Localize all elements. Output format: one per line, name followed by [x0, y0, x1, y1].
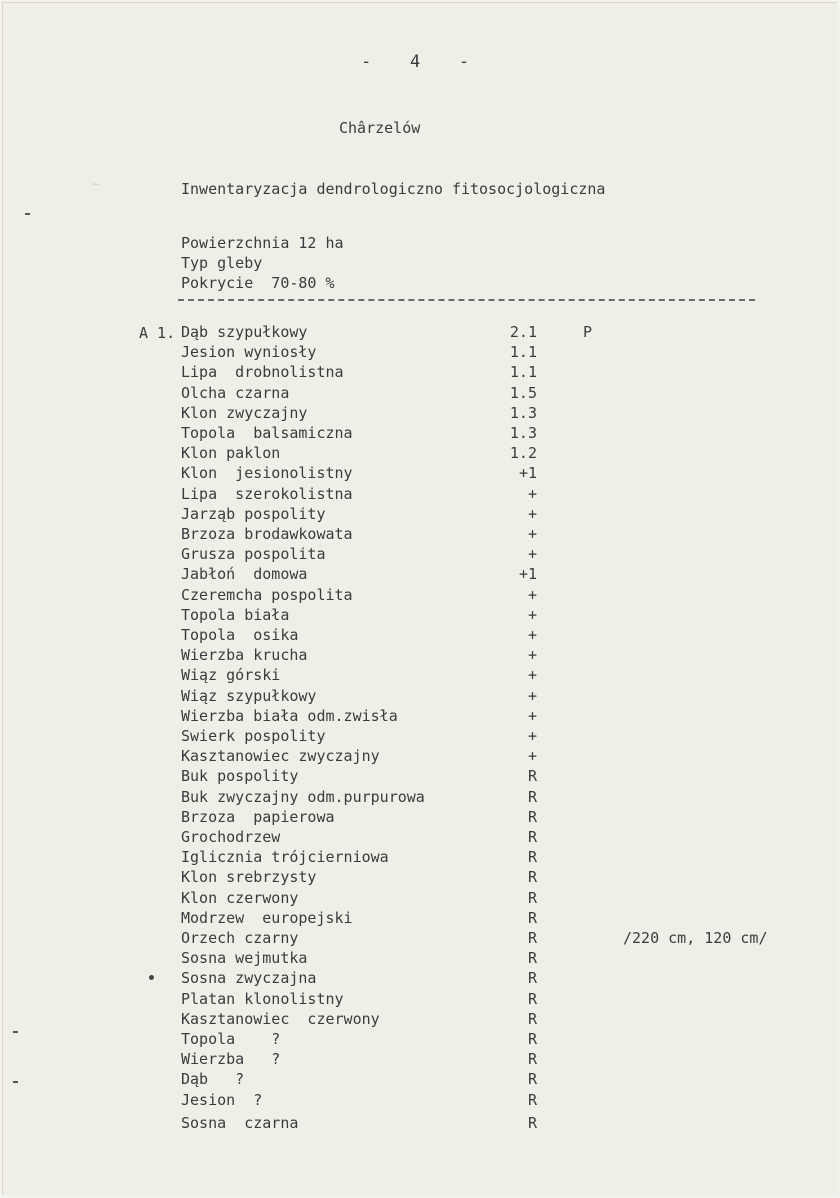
species-name: Klon srebrzysty	[181, 868, 317, 887]
table-row	[3, 504, 837, 524]
abundance-value: R	[527, 807, 537, 826]
abundance-value: 2.1	[509, 323, 537, 341]
table-row	[3, 383, 837, 403]
abundance-value: 1.3	[509, 424, 537, 442]
species-name: Brzoza papierowa	[181, 807, 335, 826]
abundance-value: R	[527, 868, 537, 887]
section-label: A 1.	[139, 324, 176, 342]
species-name: Buk pospolity	[181, 767, 299, 786]
table-row	[3, 766, 837, 786]
species-name: Klon czerwony	[181, 888, 299, 907]
table-row	[3, 1090, 837, 1110]
table-row	[3, 1069, 837, 1089]
dashed-separator	[178, 299, 755, 301]
table-row	[3, 1029, 837, 1049]
species-name: Kasztanowiec zwyczajny	[181, 747, 380, 766]
abundance-value: +	[527, 585, 537, 604]
table-row	[3, 544, 837, 564]
table-row	[3, 463, 837, 483]
abundance-value: R	[527, 1050, 537, 1069]
table-row	[3, 484, 837, 504]
abundance-value: +	[527, 686, 537, 705]
table-row	[3, 1113, 837, 1133]
table-row	[3, 564, 837, 584]
abundance-value: 1.1	[509, 343, 537, 362]
table-row	[3, 726, 837, 746]
abundance-value: +	[527, 747, 537, 766]
species-name: Sosna wejmutka	[181, 949, 308, 968]
table-row	[3, 665, 837, 685]
species-name: Jarząb pospolity	[181, 504, 326, 523]
species-name: Lipa szerokolistna	[181, 484, 353, 503]
species-name: Platan klonolistny	[181, 989, 344, 1008]
abundance-value: +	[527, 727, 537, 745]
species-name: Dąb szypułkowy	[181, 323, 308, 341]
abundance-value: +	[527, 545, 537, 564]
abundance-value: R	[527, 969, 537, 988]
table-row	[3, 888, 837, 908]
table-row	[3, 645, 837, 665]
abundance-value: R	[527, 888, 537, 907]
size-note: /220 cm, 120 cm/	[623, 929, 768, 947]
species-name: Orzech czarny	[181, 929, 299, 947]
table-row	[3, 928, 837, 948]
species-name: Lipa drobnolistna	[181, 363, 344, 382]
table-row	[3, 524, 837, 544]
abundance-value: R	[527, 1113, 537, 1132]
species-name: Klon zwyczajny	[181, 403, 308, 422]
table-row	[3, 423, 837, 443]
species-name: Klon paklon	[181, 444, 281, 463]
extra-mark: P	[583, 323, 593, 341]
table-row	[3, 322, 837, 342]
area-line: Powierzchnia 12 ha	[181, 234, 344, 252]
species-name: Topola ?	[181, 1030, 281, 1048]
table-row	[3, 585, 837, 605]
abundance-value: +	[527, 646, 537, 665]
document-subtitle: Inwentaryzacja dendrologiczno fitosocjologiczna	[181, 180, 606, 198]
table-row	[3, 948, 837, 968]
table-row	[3, 787, 837, 807]
ink-dot	[149, 975, 154, 980]
abundance-value: +	[527, 525, 537, 543]
abundance-value: R	[527, 908, 537, 927]
table-row	[3, 605, 837, 625]
species-name: Brzoza brodawkowata	[181, 525, 353, 543]
species-name: Jesion ?	[181, 1090, 263, 1109]
table-row	[3, 443, 837, 463]
table-row	[3, 968, 837, 988]
species-name: Topola osika	[181, 626, 299, 644]
table-row	[3, 847, 837, 867]
document-page	[2, 2, 837, 1195]
table-row	[3, 362, 837, 382]
species-name: Grochodrzew	[181, 828, 281, 846]
table-row	[3, 342, 837, 362]
abundance-value: +	[527, 504, 537, 523]
table-row	[3, 686, 837, 706]
species-name: Jabłoń domowa	[181, 565, 308, 584]
abundance-value: 1.3	[509, 403, 537, 422]
species-name: Klon jesionolistny	[181, 464, 353, 483]
species-name: Wierzba ?	[181, 1050, 281, 1069]
margin-mark	[13, 1081, 18, 1083]
species-name: Kasztanowiec czerwony	[181, 1009, 380, 1028]
table-row	[3, 403, 837, 423]
abundance-value: 1.2	[509, 444, 537, 463]
species-name: Olcha czarna	[181, 383, 290, 402]
species-name: Swierk pospolity	[181, 727, 326, 745]
abundance-value: R	[527, 949, 537, 968]
abundance-value: R	[527, 848, 537, 867]
abundance-value: +	[527, 605, 537, 624]
species-name: Wierzba krucha	[181, 646, 308, 665]
abundance-value: R	[527, 989, 537, 1008]
species-name: Wiąz szypułkowy	[181, 686, 317, 705]
abundance-value: R	[527, 1009, 537, 1028]
location-heading: Chârzelów	[339, 119, 421, 137]
table-row	[3, 706, 837, 726]
species-name: Modrzew europejski	[181, 908, 353, 927]
table-row	[3, 989, 837, 1009]
abundance-value: R	[527, 828, 537, 846]
species-name: Grusza pospolita	[181, 545, 326, 564]
species-name: Jesion wyniosły	[181, 343, 317, 362]
species-name: Wiąz górski	[181, 666, 281, 685]
species-name: Topola biała	[181, 605, 290, 624]
abundance-value: R	[527, 929, 537, 947]
species-name: Wierzba biała odm.zwisła	[181, 706, 398, 725]
abundance-value: 1.5	[509, 383, 537, 402]
abundance-value: 1.1	[509, 363, 537, 382]
table-row	[3, 867, 837, 887]
margin-mark	[25, 213, 30, 215]
species-name: Topola balsamiczna	[181, 424, 353, 442]
soil-type-line: Typ gleby	[181, 254, 263, 272]
table-row	[3, 807, 837, 827]
table-row	[3, 1049, 837, 1069]
species-name: Dąb ?	[181, 1070, 245, 1089]
species-name: Sosna czarna	[181, 1113, 299, 1132]
abundance-value: R	[527, 1030, 537, 1048]
species-name: Buk zwyczajny odm.purpurowa	[181, 787, 425, 806]
abundance-value: +	[527, 666, 537, 685]
table-row	[3, 908, 837, 928]
abundance-value: R	[527, 1070, 537, 1089]
abundance-value: +1	[518, 565, 537, 584]
coverage-line: Pokrycie 70-80 %	[181, 274, 335, 292]
abundance-value: R	[527, 1090, 537, 1109]
abundance-value: +	[527, 706, 537, 725]
table-row	[3, 625, 837, 645]
abundance-value: +1	[518, 464, 537, 483]
page-number: - 4 -	[361, 52, 472, 72]
table-row	[3, 1009, 837, 1029]
table-row	[3, 827, 837, 847]
abundance-value: R	[527, 767, 537, 786]
species-name: Sosna zwyczajna	[181, 969, 317, 988]
species-name: Iglicznia trójcierniowa	[181, 848, 389, 867]
species-name: Czeremcha pospolita	[181, 585, 353, 604]
table-row	[3, 746, 837, 766]
bleed-through-mark: ~	[91, 175, 101, 193]
abundance-value: +	[527, 626, 537, 644]
abundance-value: +	[527, 484, 537, 503]
abundance-value: R	[527, 787, 537, 806]
margin-mark	[13, 1031, 18, 1033]
